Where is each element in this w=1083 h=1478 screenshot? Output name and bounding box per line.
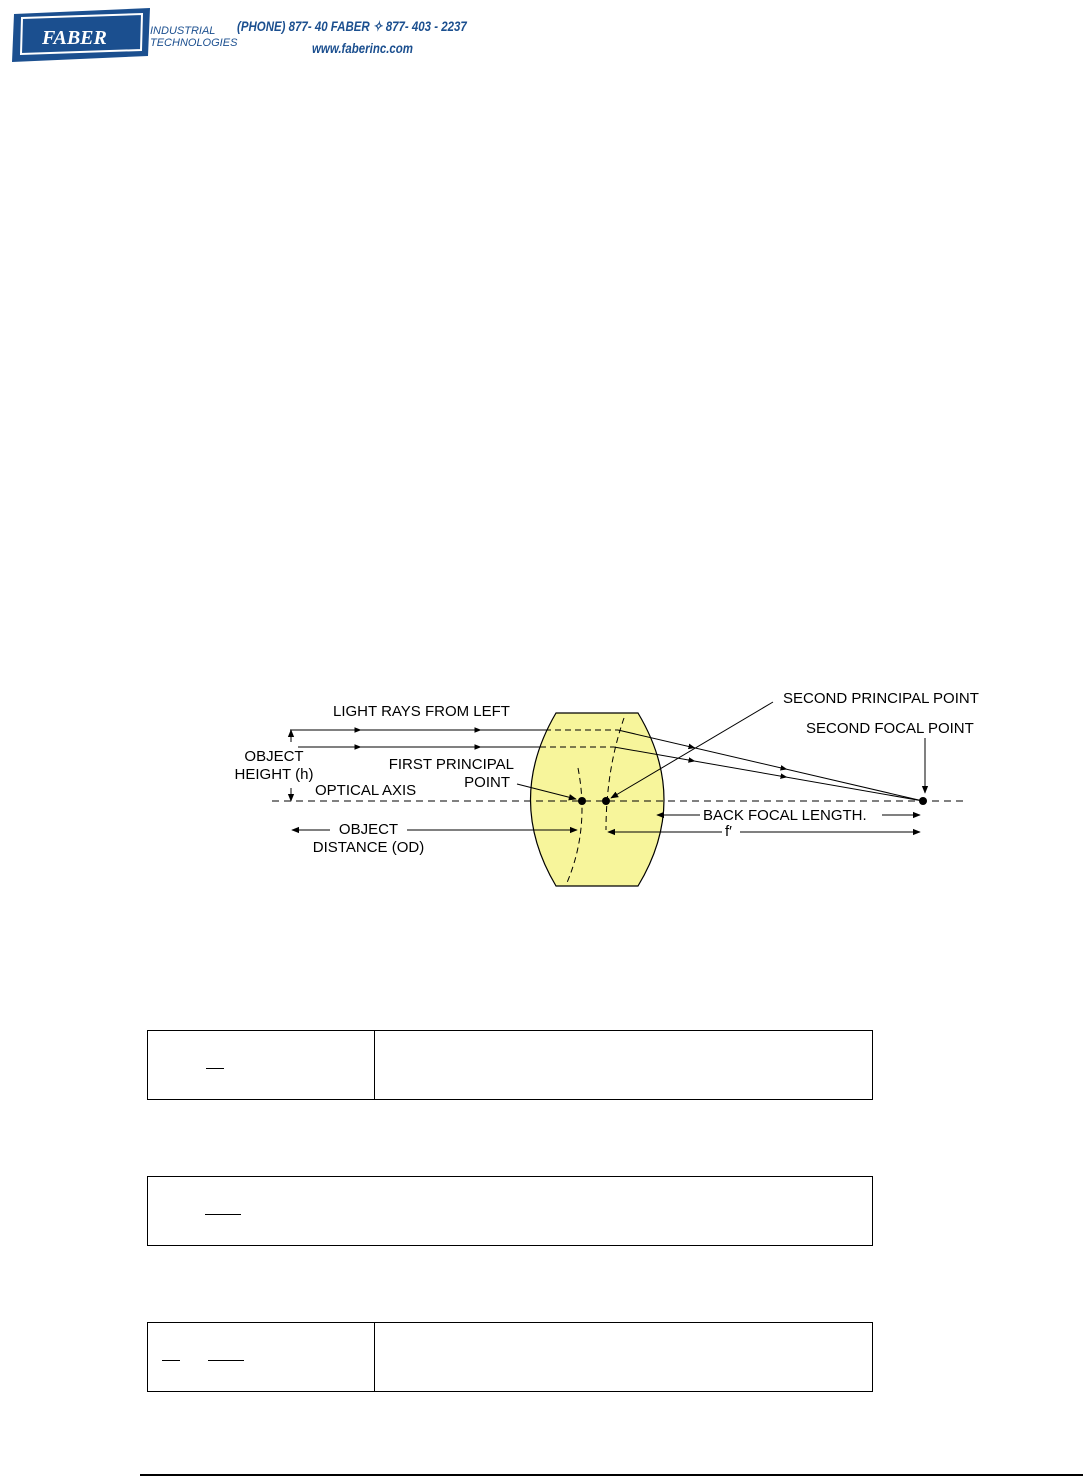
label-object-distance	[296, 821, 441, 857]
faber-logo	[12, 6, 150, 64]
formula-box-3-fraction-bar-left	[162, 1360, 180, 1361]
logo-subtitle-line2: TECHNOLOGIES	[150, 37, 238, 49]
label-back-focal-length: BACK FOCAL LENGTH.	[703, 807, 867, 824]
website-link[interactable]: www.faberinc.com	[312, 40, 414, 56]
lens-diagram-graphic	[0, 680, 1083, 900]
formula-box-1-fraction-bar	[206, 1068, 224, 1069]
label-first-principal-point	[372, 756, 514, 792]
formula-box-2-fraction-bar	[205, 1214, 241, 1215]
formula-box-1-divider	[374, 1031, 375, 1099]
label-second-focal-point: SECOND FOCAL POINT	[806, 720, 974, 737]
label-light-rays: LIGHT RAYS FROM LEFT	[333, 703, 510, 720]
label-first-principal-line1: FIRST PRINCIPAL	[388, 756, 514, 773]
label-object-height	[230, 748, 318, 784]
first-principal-point	[578, 797, 586, 805]
logo-subtitle-line1: INDUSTRIAL	[150, 25, 216, 37]
logo-subtitle	[150, 25, 237, 49]
formula-box-1	[147, 1030, 873, 1100]
label-object-distance-line1: OBJECT	[338, 821, 399, 838]
label-object-height-line2: HEIGHT (h)	[234, 766, 314, 783]
second-focal-point	[919, 797, 927, 805]
label-object-distance-line2: DISTANCE (OD)	[312, 839, 425, 856]
footer-rule	[140, 1474, 1083, 1476]
logo-text: FABER	[42, 27, 107, 49]
lens-shape	[531, 713, 665, 886]
label-back-focal-length-text: BACK FOCAL LENGTH	[703, 807, 863, 824]
label-f-prime: f′	[725, 823, 732, 840]
page-header	[12, 6, 472, 66]
formula-box-3	[147, 1322, 873, 1392]
lens-diagram	[0, 680, 1083, 900]
label-object-height-line1: OBJECT	[244, 748, 304, 765]
contact-phone: (PHONE) 877- 40 FABER ✧ 877- 403 - 2237	[237, 18, 467, 34]
label-optical-axis: OPTICAL AXIS	[315, 782, 417, 799]
formula-box-3-divider	[374, 1323, 375, 1391]
label-first-principal-line2: POINT	[464, 774, 510, 791]
formula-box-2	[147, 1176, 873, 1246]
second-principal-point	[602, 797, 610, 805]
label-second-principal-point: SECOND PRINCIPAL POINT	[783, 690, 979, 707]
formula-box-3-fraction-bar-right	[208, 1360, 244, 1361]
